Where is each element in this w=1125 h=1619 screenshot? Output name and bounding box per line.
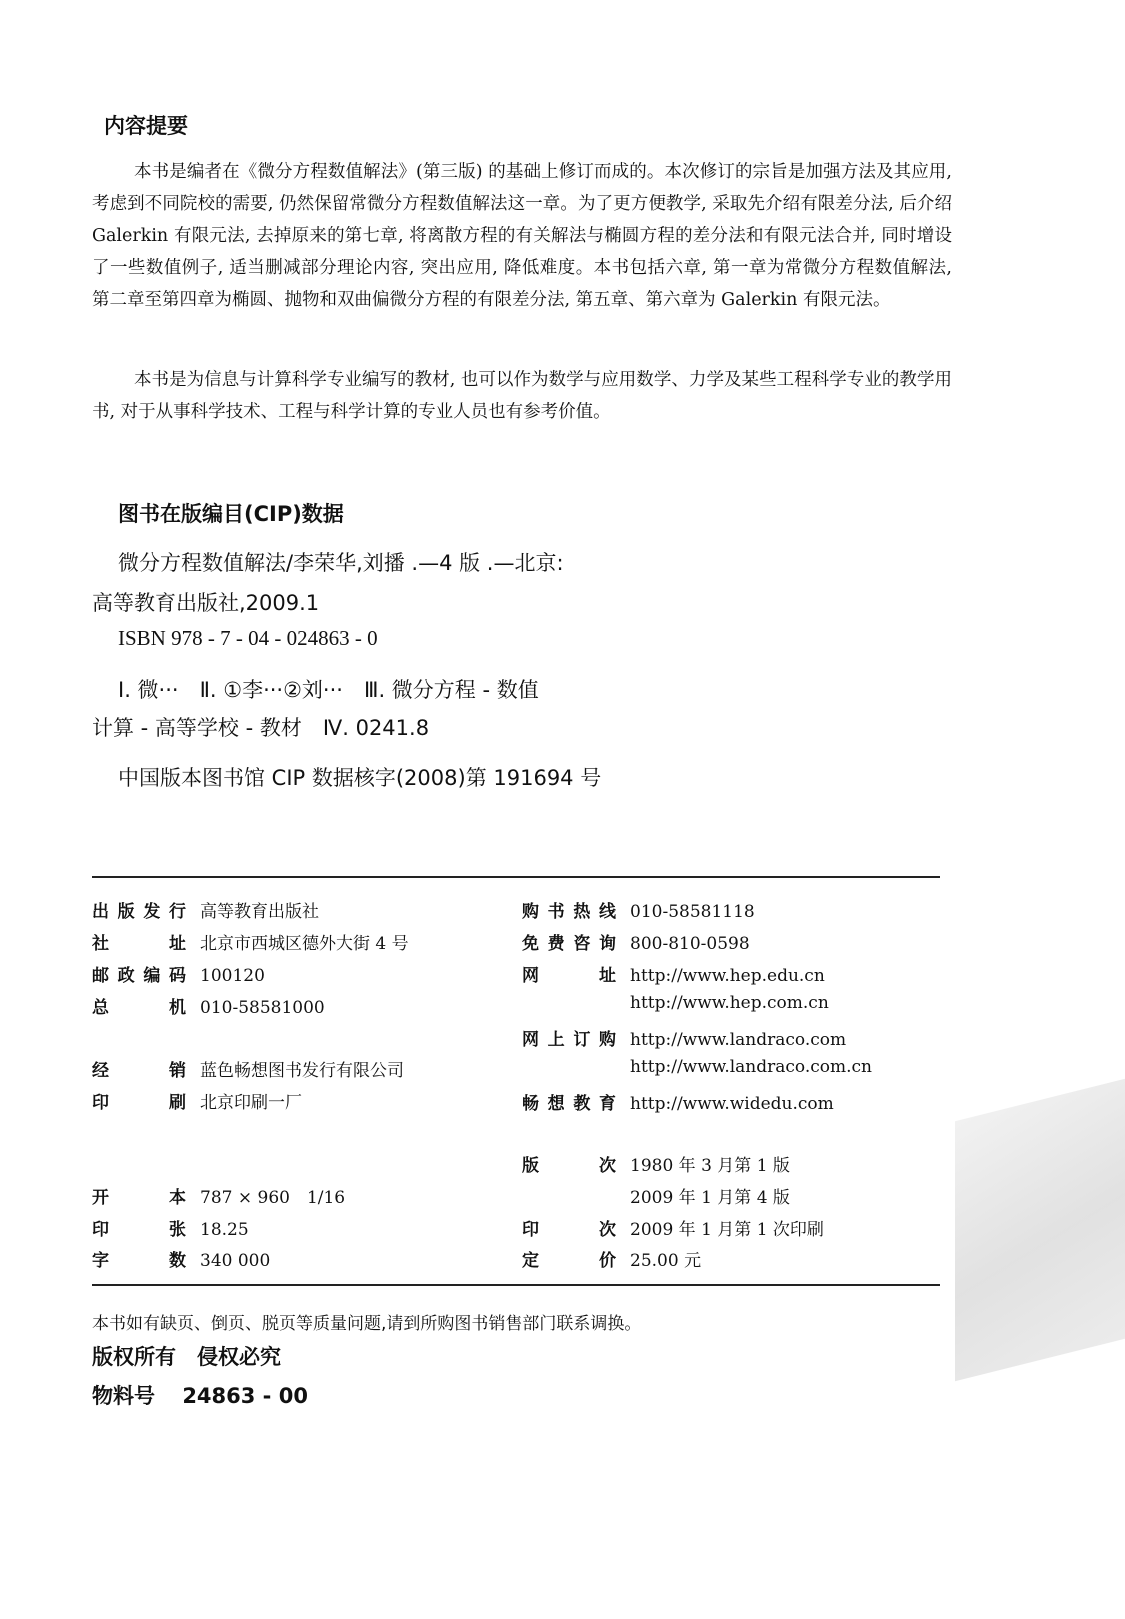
format-value: 787 × 960 1/16 (200, 1188, 346, 1208)
faded-stamp (955, 1079, 1125, 1381)
cip-line-record-number: 中国版本图书馆 CIP 数据核字(2008)第 191694 号 (118, 766, 602, 790)
website-value: http://www.hep.edu.cn (630, 966, 825, 986)
summary-heading: 内容提要 (104, 114, 188, 138)
publisher-row (92, 897, 319, 922)
divider-bottom (92, 1284, 940, 1286)
printer-label: 印 刷 (92, 1093, 186, 1113)
free-consult-value: 800-810-0598 (630, 934, 750, 954)
switchboard-row (92, 993, 325, 1018)
material-number (92, 1380, 308, 1410)
divider-top (92, 876, 940, 878)
copyright-notice: 版权所有 侵权必究 (92, 1345, 281, 1369)
cip-line-classification-cont: 计算 - 高等学校 - 教材 Ⅳ. 0241.8 (92, 716, 430, 740)
edition-row-2 (522, 1183, 790, 1208)
switchboard-label: 总 机 (92, 998, 186, 1018)
edition-value: 1980 年 3 月第 1 版 (630, 1156, 790, 1176)
printing-row (522, 1215, 824, 1240)
distributor-value: 蓝色畅想图书发行有限公司 (200, 1061, 404, 1081)
website-row-2 (522, 993, 829, 1013)
publisher-value: 高等教育出版社 (200, 902, 319, 922)
online-order-row (522, 1025, 846, 1050)
wordcount-row (92, 1246, 270, 1271)
address-value: 北京市西城区德外大街 4 号 (200, 934, 409, 954)
sheets-label: 印 张 (92, 1220, 186, 1240)
postcode-label: 邮政编码 (92, 966, 186, 986)
edition-value-2: 2009 年 1 月第 4 版 (630, 1188, 790, 1208)
wordcount-value: 340 000 (200, 1251, 271, 1271)
order-hotline-value: 010-58581118 (630, 902, 755, 922)
online-order-label: 网上订购 (522, 1030, 616, 1050)
website-value-2: http://www.hep.com.cn (630, 993, 829, 1013)
switchboard-value: 010-58581000 (200, 998, 325, 1018)
order-hotline-row (522, 897, 755, 922)
summary-paragraph-2: 本书是为信息与计算科学专业编写的教材, 也可以作为数学与应用数学、力学及某些工程科学专业的教学用书, 对于从事科学技术、工程与科学计算的专业人员也有参考价值。 (92, 370, 952, 422)
distributor-row (92, 1056, 404, 1081)
sheets-value: 18.25 (200, 1220, 249, 1240)
widedu-row (522, 1089, 834, 1114)
postcode-value: 100120 (200, 966, 265, 986)
publisher-label: 出版发行 (92, 902, 186, 922)
quality-notice: 本书如有缺页、倒页、脱页等质量问题,请到所购图书销售部门联系调换。 (92, 1314, 642, 1334)
printing-value: 2009 年 1 月第 1 次印刷 (630, 1220, 824, 1240)
edition-label: 版 次 (522, 1156, 616, 1176)
price-row (522, 1246, 701, 1271)
online-order-value-2: http://www.landraco.com.cn (630, 1057, 872, 1077)
printer-row (92, 1088, 302, 1113)
printer-value: 北京印刷一厂 (200, 1093, 302, 1113)
cip-line-title: 微分方程数值解法/李荣华,刘播 .—4 版 .—北京: (118, 551, 564, 575)
printing-label: 印 次 (522, 1220, 616, 1240)
format-label: 开 本 (92, 1188, 186, 1208)
widedu-label: 畅想教育 (522, 1094, 616, 1114)
wordcount-label: 字 数 (92, 1251, 186, 1271)
price-label: 定 价 (522, 1251, 616, 1271)
price-value: 25.00 元 (630, 1251, 702, 1271)
free-consult-row (522, 929, 750, 954)
online-order-value: http://www.landraco.com (630, 1030, 847, 1050)
order-hotline-label: 购书热线 (522, 902, 616, 922)
edition-row (522, 1151, 790, 1176)
cip-heading: 图书在版编目(CIP)数据 (118, 502, 344, 526)
material-number-label: 物料号 (92, 1384, 155, 1408)
online-order-row-2 (522, 1057, 872, 1077)
website-label: 网 址 (522, 966, 616, 986)
summary-paragraph-1: 本书是编者在《微分方程数值解法》(第三版) 的基础上修订而成的。本次修订的宗旨是加强方法及其应用, 考虑到不同院校的需要, 仍然保留常微分方程数值解法这一章。为了更方便教学, 采取先介绍有限差分法, 后介绍 Galerkin 有限元法, 去掉原来的第七章, 将离散方程的有关解法与椭圆方程的差分法和有限元法合并, 同时增设了一些数值例子, 适当删减部分理论内容, 突出应用, 降低难度。本书包括六章, 第一章为常微分方程数值解法, 第二章至第四章为椭圆、抛物和双曲偏微分方程的有限差分法, 第五章、第六章为 Galerkin 有限元法。 (92, 162, 952, 310)
material-number-value: 24863 - 00 (182, 1384, 308, 1408)
address-label: 社 址 (92, 934, 186, 954)
cip-line-isbn: ISBN 978 - 7 - 04 - 024863 - 0 (118, 626, 378, 650)
cip-line-classification: Ⅰ. 微··· Ⅱ. ①李···②刘··· Ⅲ. 微分方程 - 数值 (118, 678, 539, 702)
format-row (92, 1183, 345, 1208)
free-consult-label: 免费咨询 (522, 934, 616, 954)
widedu-value: http://www.widedu.com (630, 1094, 834, 1114)
distributor-label: 经 销 (92, 1061, 186, 1081)
postcode-row (92, 961, 265, 986)
website-row (522, 961, 825, 986)
sheets-row (92, 1215, 249, 1240)
address-row (92, 929, 409, 954)
cip-line-publisher: 高等教育出版社,2009.1 (92, 591, 320, 615)
